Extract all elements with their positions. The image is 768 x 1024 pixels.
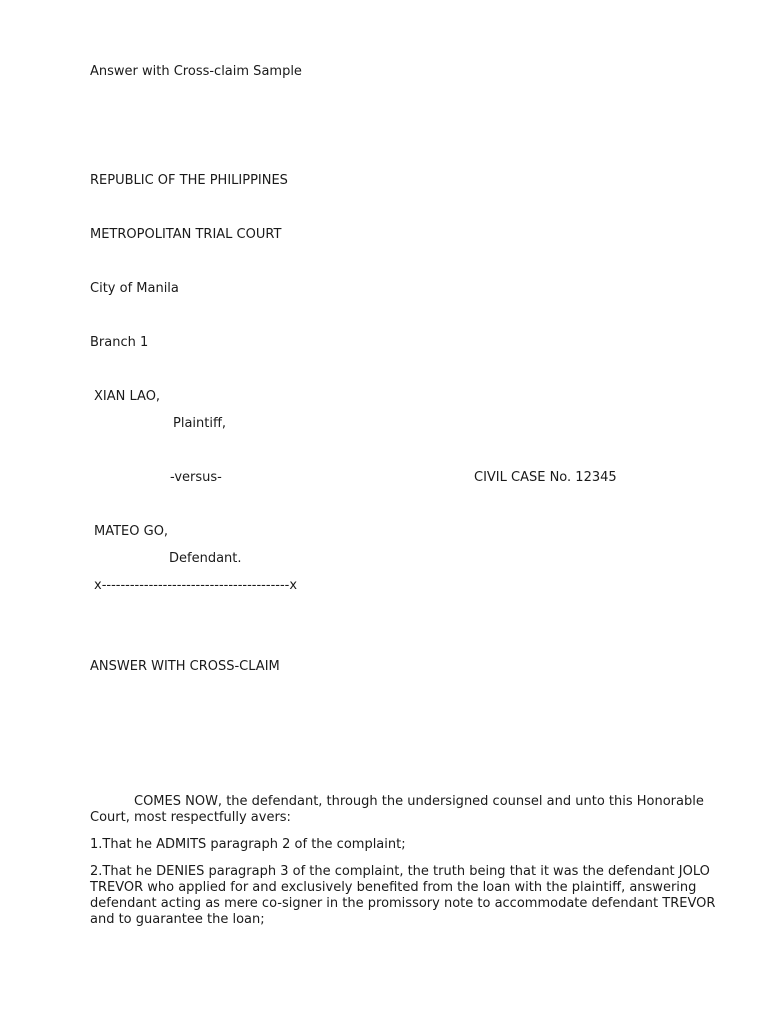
- versus-label: -versus-: [170, 470, 222, 485]
- paragraph-1: 1.That he ADMITS paragraph 2 of the complaint;: [90, 837, 406, 852]
- paragraph-2: 2.That he DENIES paragraph 3 of the complaint, the truth being that it was the defendant JOLO TREVOR who applied for and exclusively benefited from the loan with the plaintiff, answering defendant acting as mere co-signer in the promissory note to accommodate defendant TREVOR and to guarantee the loan;: [90, 864, 716, 927]
- caption-republic: REPUBLIC OF THE PHILIPPINES: [90, 173, 288, 188]
- case-number: CIVIL CASE No. 12345: [474, 470, 617, 485]
- plaintiff-name: XIAN LAO,: [94, 389, 161, 404]
- caption-city: City of Manila: [90, 281, 179, 296]
- plaintiff-role: Plaintiff,: [173, 416, 227, 431]
- caption-court: METROPOLITAN TRIAL COURT: [90, 227, 282, 242]
- defendant-role: Defendant.: [169, 551, 242, 566]
- caption-branch: Branch 1: [90, 335, 149, 350]
- intro-text: COMES NOW, the defendant, through the undersigned counsel and unto this Honorable Court, most respectfully avers:: [90, 794, 704, 825]
- document-title: Answer with Cross-claim Sample: [90, 64, 302, 79]
- caption-separator: x----------------------------------------x: [94, 578, 298, 593]
- pleading-heading: ANSWER WITH CROSS-CLAIM: [90, 659, 280, 674]
- defendant-name: MATEO GO,: [94, 524, 169, 539]
- intro-paragraph: [90, 794, 730, 826]
